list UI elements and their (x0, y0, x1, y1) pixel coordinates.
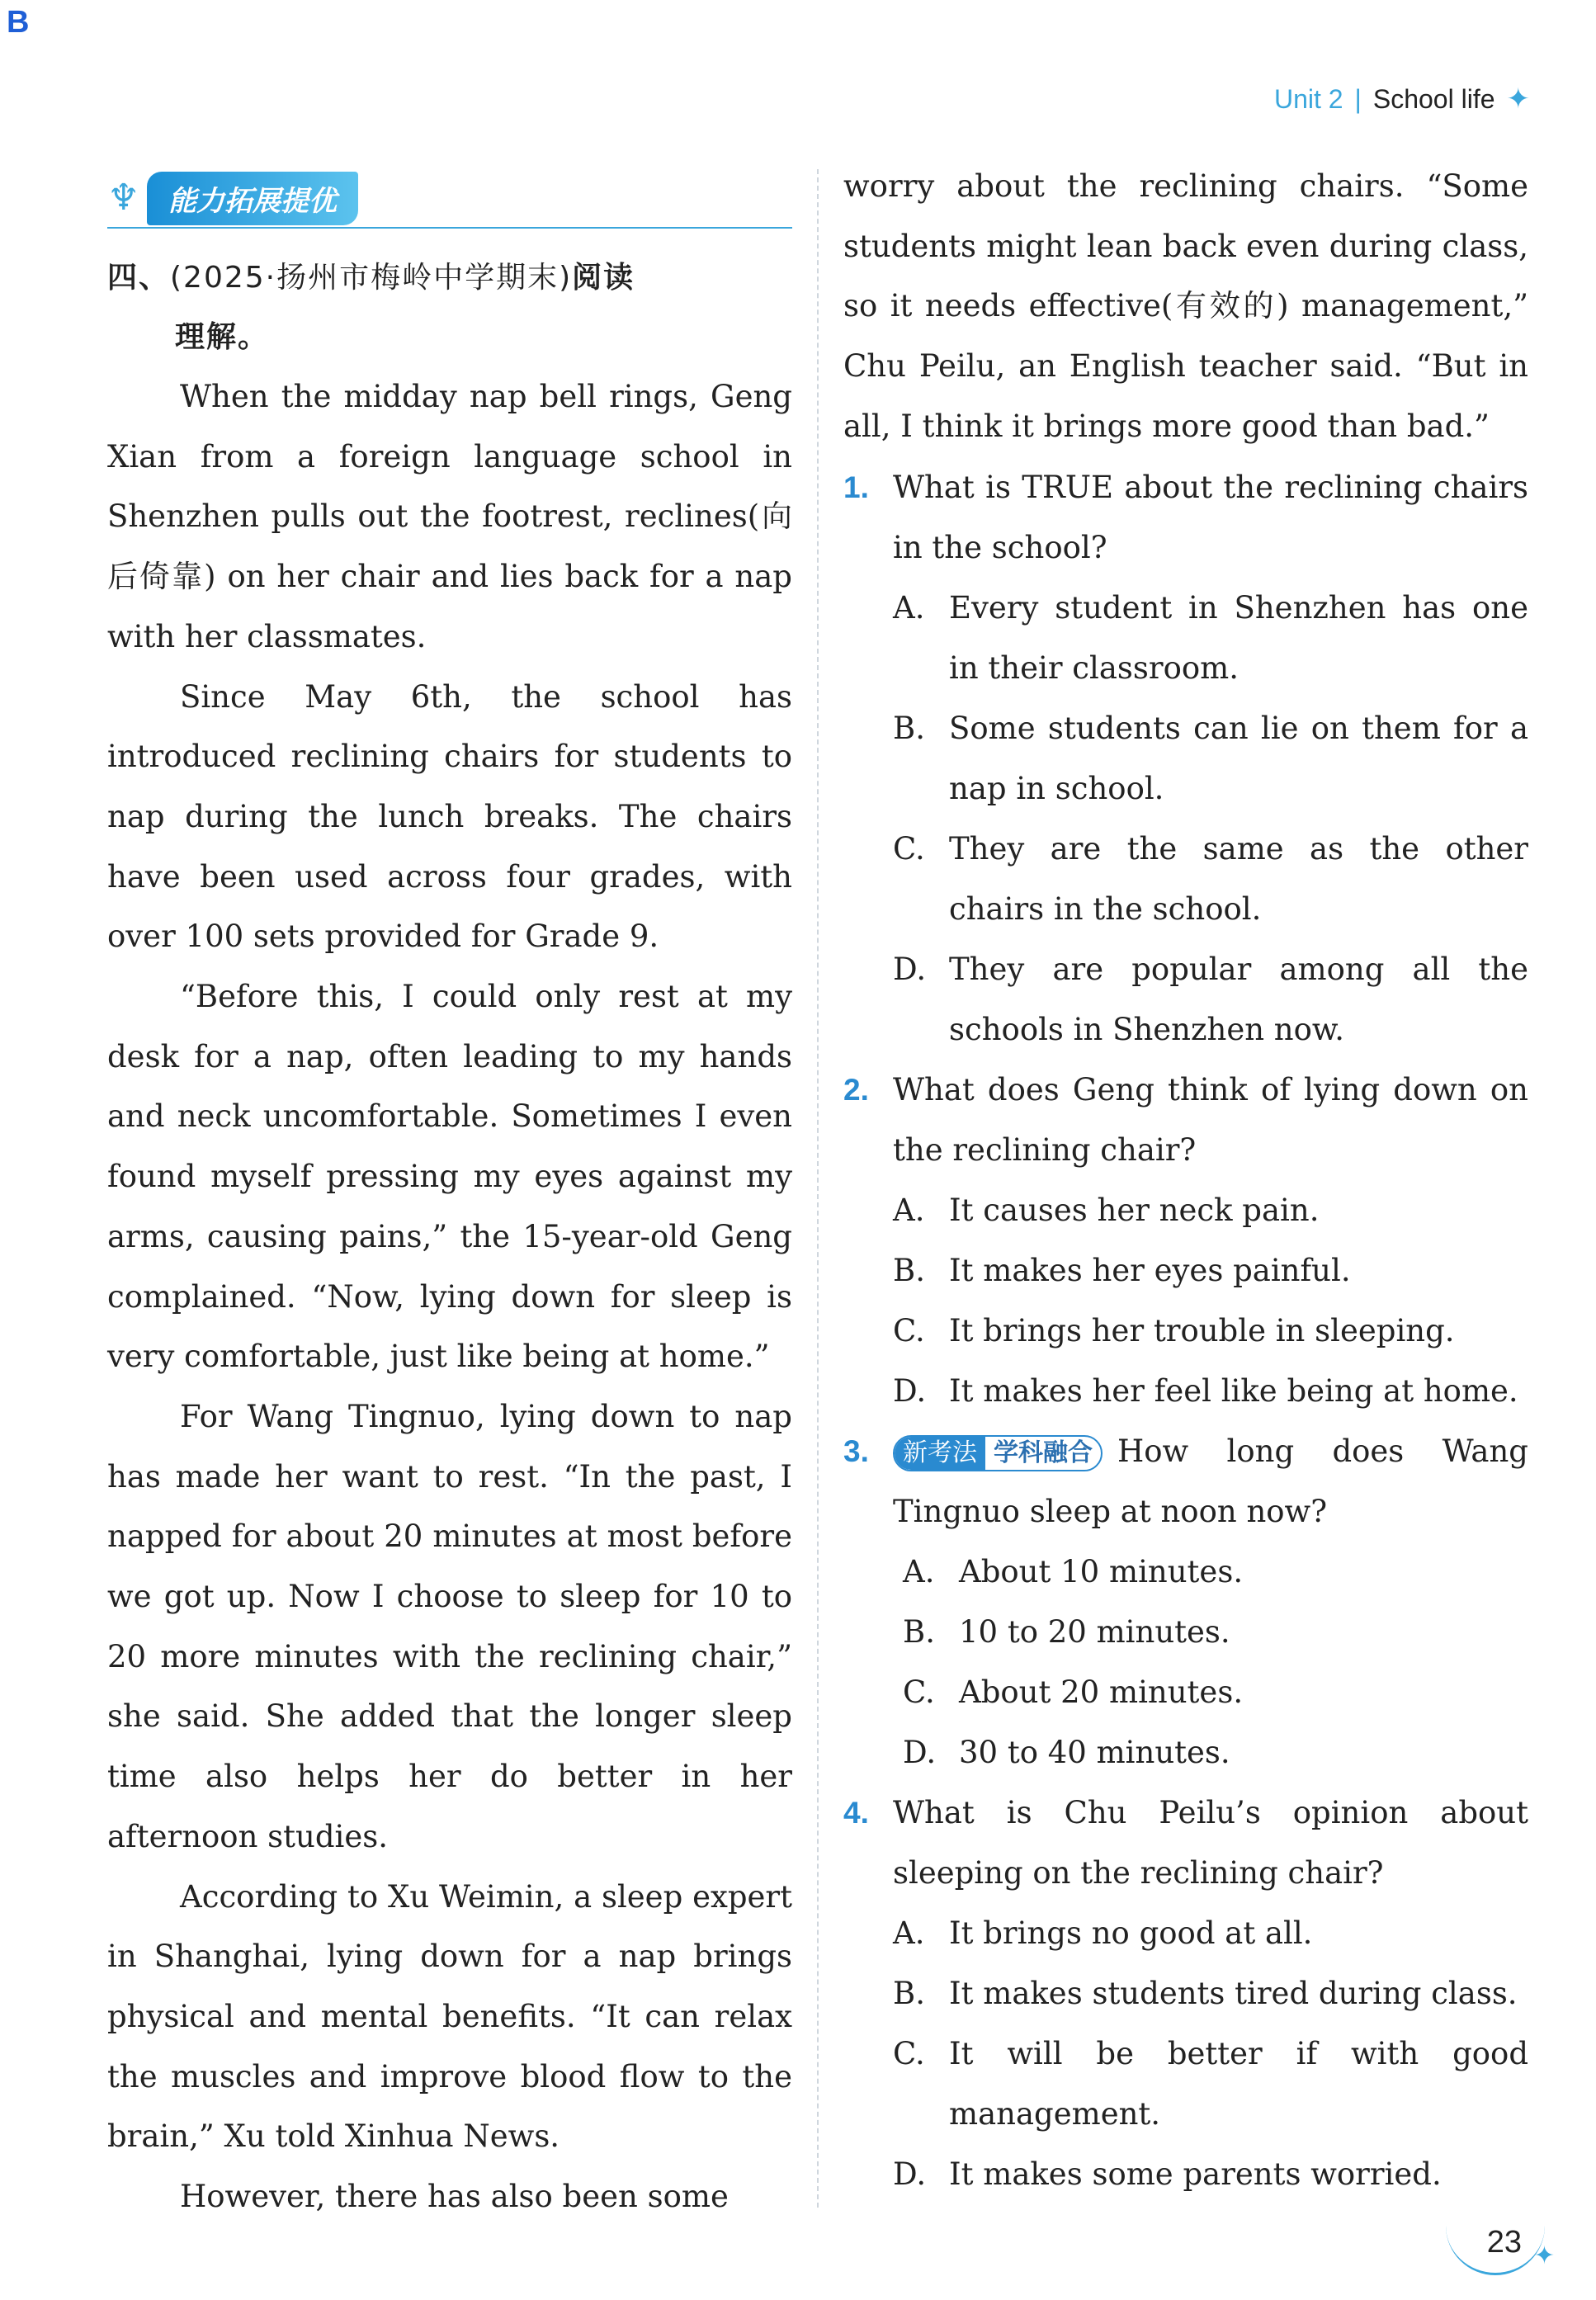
option-text: 30 to 40 minutes. (959, 1734, 1230, 1770)
option-letter: C. (893, 1312, 925, 1348)
option-letter: D. (893, 2156, 927, 2192)
option-letter: D. (903, 1734, 937, 1770)
answer-option[interactable] (843, 2024, 1528, 2144)
option-letter: C. (903, 1674, 935, 1710)
option-text: It brings no good at all. (949, 1915, 1313, 1951)
passage-paragraph: However, there has also been some (180, 2179, 729, 2215)
unit-title: School life (1372, 83, 1495, 114)
question-number: 2. (843, 1072, 869, 1107)
column-divider (817, 169, 819, 2208)
question-task-cont: 理解。 (175, 320, 270, 354)
corner-mark: B (7, 5, 30, 40)
answer-option[interactable] (843, 819, 1528, 939)
question-stem: What is Chu Peilu’s opinion about sleeping on the reclining chair? (893, 1794, 1528, 1891)
unit-label: Unit 2 (1273, 83, 1343, 114)
new-exam-badge (893, 1435, 1103, 1471)
answer-option[interactable] (843, 1903, 1528, 1963)
option-text: It makes her feel like being at home. (949, 1372, 1518, 1409)
question-number: 1. (843, 470, 869, 504)
option-letter: A. (903, 1553, 935, 1589)
option-text: They are the same as the other chairs in the school. (949, 830, 1528, 927)
option-letter: A. (893, 1915, 925, 1951)
option-text: Every student in Shenzhen has one in their classroom. (949, 589, 1528, 686)
question-2 (843, 1060, 1528, 1421)
question-number: 4. (843, 1795, 869, 1830)
option-letter: C. (893, 830, 925, 867)
option-text: 10 to 20 minutes. (959, 1613, 1230, 1650)
option-text: It will be better if with good management. (949, 2035, 1528, 2132)
passage-paragraph: “Before this, I could only rest at my desk for a nap, often leading to my hands and neck uncomfortable. Sometimes I even found myself pressing my eyes against my arms, causing pains,” the 15-year-old Geng complained. “Now, lying down for sleep is very comfortable, just like being at home.” (107, 979, 792, 1375)
passage-paragraph: When the midday nap bell rings, Geng Xian from a foreign language school in Shenzhen pulls out the footrest, reclines(向后倚靠) on her chair and lies back for a nap with her classmates. (107, 379, 792, 654)
question-label: 四、 (107, 261, 171, 295)
passage-paragraph: Since May 6th, the school has introduced reclining chairs for students to nap during the lunch breaks. The chairs have been used across four grades, with over 100 sets provided for Grade 9. (107, 678, 792, 955)
left-column (107, 169, 792, 2227)
answer-option[interactable] (843, 1180, 1528, 1240)
option-text: It causes her neck pain. (949, 1192, 1320, 1228)
passage-paragraph: According to Xu Weimin, a sleep expert in Shanghai, lying down for a nap brings physical and mental benefits. “It can relax the muscles and improve blood flow to the brain,” Xu told Xinhua News. (107, 1878, 792, 2155)
question-stem: What is TRUE about the reclining chairs in the school? (893, 469, 1528, 565)
option-text: About 20 minutes. (959, 1674, 1244, 1710)
question-stem: How long does Wang Tingnuo sleep at noon now? (893, 1433, 1528, 1529)
option-text: Some students can lie on them for a nap in school. (949, 710, 1528, 806)
answer-option[interactable] (843, 1301, 1528, 1361)
question-task: 阅读 (572, 261, 635, 295)
option-letter: B. (903, 1613, 935, 1650)
option-text: They are popular among all the schools in Shenzhen now. (949, 951, 1528, 1047)
runner-icon: ♆ (107, 177, 140, 219)
answer-option[interactable] (843, 1963, 1528, 2024)
star-icon: ✦ (1533, 2241, 1555, 2270)
option-text: It makes students tired during class. (949, 1975, 1518, 2011)
option-text: It makes some parents worried. (949, 2156, 1442, 2192)
option-letter: B. (893, 1975, 925, 2011)
question-title (107, 248, 792, 367)
answer-option[interactable] (843, 939, 1528, 1060)
answer-option[interactable] (843, 578, 1528, 698)
question-stem-wrap (893, 1421, 1528, 1542)
page-number: 23 (1486, 2225, 1522, 2260)
question-stem: What does Geng think of lying down on the reclining chair? (893, 1071, 1528, 1168)
answer-option[interactable] (843, 2144, 1528, 2204)
answer-option[interactable] (843, 1662, 1528, 1722)
option-text: It brings her trouble in sleeping. (949, 1312, 1455, 1348)
question-1 (843, 457, 1528, 1060)
question-source: (2025·扬州市梅岭中学期末) (170, 261, 573, 295)
answer-option[interactable] (843, 698, 1528, 819)
section-banner (107, 169, 792, 229)
option-letter: B. (893, 1252, 925, 1288)
question-4 (843, 1783, 1528, 2204)
option-text: It makes her eyes painful. (949, 1252, 1351, 1288)
header-separator: | (1354, 83, 1362, 114)
right-column (843, 157, 1528, 2204)
section-banner-title: 能力拓展提优 (147, 172, 358, 225)
question-3 (843, 1421, 1528, 1783)
answer-option[interactable] (843, 1602, 1528, 1662)
option-text: About 10 minutes. (959, 1553, 1244, 1589)
passage-paragraph-continued: worry about the reclining chairs. “Some students might lean back even during class, so it needs effective(有效的) management,” Chu Peilu, an English teacher said. “But in all, I think it brings more good than bad.” (843, 168, 1528, 444)
answer-option[interactable] (843, 1542, 1528, 1602)
page-header (1274, 83, 1530, 116)
answer-option[interactable] (843, 1361, 1528, 1421)
answer-option[interactable] (843, 1240, 1528, 1301)
question-number: 3. (843, 1433, 869, 1468)
option-letter: B. (893, 710, 925, 746)
badge-part-subject-fusion: 学科融合 (994, 1438, 1093, 1468)
option-letter: D. (893, 1372, 927, 1409)
badge-part-new-method: 新考法 (895, 1437, 985, 1470)
passage-paragraph: For Wang Tingnuo, lying down to nap has made her want to rest. “In the past, I napped for about 20 minutes at most before we got up. Now I choose to sleep for 10 to 20 more minutes with the reclining chair,” she said. She added that the longer sleep time also helps her do better in her afternoon studies. (107, 1398, 792, 1854)
option-letter: A. (893, 589, 925, 626)
option-letter: C. (893, 2035, 925, 2071)
option-letter: D. (893, 951, 927, 987)
sparkle-icon: ✦ (1506, 83, 1530, 115)
option-letter: A. (893, 1192, 925, 1228)
answer-option[interactable] (843, 1722, 1528, 1783)
